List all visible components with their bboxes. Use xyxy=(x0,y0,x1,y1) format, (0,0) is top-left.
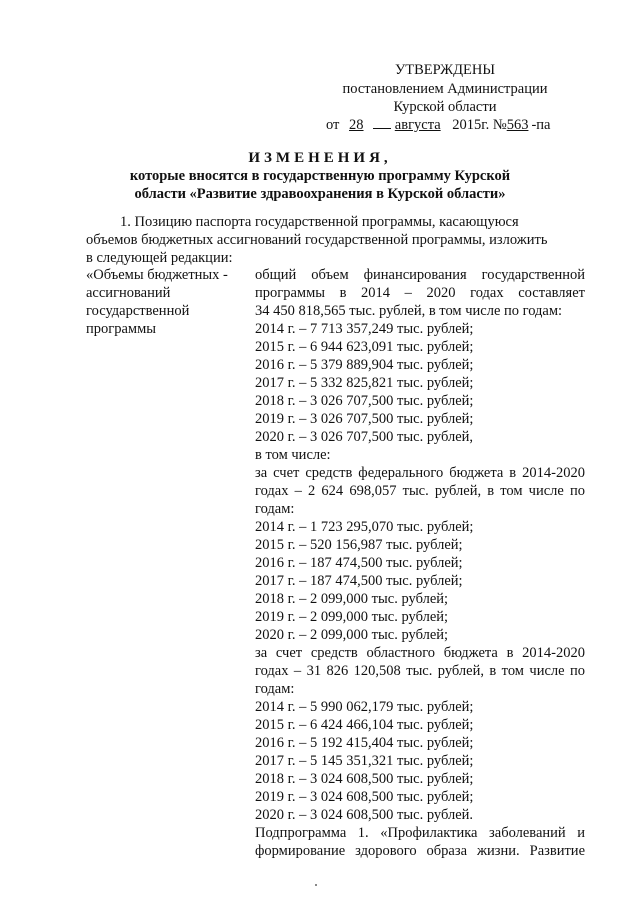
left-col-text-1: «Объемы бюджетных - xyxy=(86,267,228,283)
right-col-line: 2017 г. – 5 332 825,821 тыс. рублей; xyxy=(255,375,474,391)
approval-line-1: постановлением Администрации xyxy=(342,81,548,97)
intro-line-2: объемов бюджетных ассигнований государственной программы, изложить xyxy=(86,232,548,248)
right-col-line: общий объем финансирования государственной xyxy=(255,267,585,283)
right-col-line: 2016 г. – 5 192 415,404 тыс. рублей; xyxy=(255,735,474,751)
doc-subtitle-1: которые вносятся в государственную программу Курской xyxy=(129,168,511,184)
right-col-line: 2019 г. – 3 026 707,500 тыс. рублей; xyxy=(255,411,474,427)
right-col-line: 2014 г. – 1 723 295,070 тыс. рублей; xyxy=(255,519,474,535)
right-col-line: Подпрограмма 1. «Профилактика заболеваний и xyxy=(255,825,585,841)
left-col-line-1 xyxy=(86,267,246,284)
date-year: 2015г. № xyxy=(452,117,507,133)
right-col-line: 2016 г. – 5 379 889,904 тыс. рублей; xyxy=(255,357,474,373)
right-col-line: 34 450 818,565 тыс. рублей, в том числе по годам: xyxy=(255,303,563,319)
approval-line-2: Курской области xyxy=(393,99,497,115)
right-col-line: 2015 г. – 6 424 466,104 тыс. рублей; xyxy=(255,717,474,733)
right-col-line: в том числе: xyxy=(255,447,331,463)
right-col-line: программы в 2014 – 2020 годах составляет xyxy=(255,285,585,301)
decree-number: 563 xyxy=(506,117,529,133)
left-col-line-3: государственной xyxy=(86,303,190,319)
right-col-line: 2017 г. – 187 474,500 тыс. рублей; xyxy=(255,573,463,589)
date-prefix: от xyxy=(326,117,340,133)
doc-subtitle-2: области «Развитие здравоохранения в Курской области» xyxy=(134,186,506,202)
doc-title: ИЗМЕНЕНИЯ, xyxy=(248,150,392,166)
right-col-line: годам: xyxy=(255,681,295,697)
left-col-line-2: ассигнований xyxy=(86,285,171,301)
right-col-line: 2020 г. – 2 099,000 тыс. рублей; xyxy=(255,627,449,643)
right-col-line: за счет средств областного бюджета в 2014-2020 xyxy=(255,645,585,661)
right-col-line: 2016 г. – 187 474,500 тыс. рублей; xyxy=(255,555,463,571)
intro-line-3: в следующей редакции: xyxy=(86,250,233,266)
intro-line-1: 1. Позицию паспорта государственной программы, касающуюся xyxy=(120,214,519,230)
right-col-line: 2020 г. – 3 024 608,500 тыс. рублей. xyxy=(255,807,474,823)
right-col-line: за счет средств федерального бюджета в 2014-2020 xyxy=(255,465,585,481)
approval-date-line xyxy=(326,117,550,134)
date-underline-gap xyxy=(373,128,391,129)
right-col-line: 2019 г. – 3 024 608,500 тыс. рублей; xyxy=(255,789,474,805)
date-month: августа xyxy=(394,117,441,133)
right-col-line: годах – 31 826 120,508 тыс. рублей, в том числе по xyxy=(255,663,585,679)
right-col-line: 2018 г. – 3 024 608,500 тыс. рублей; xyxy=(255,771,474,787)
right-col-line: годам: xyxy=(255,501,295,517)
date-day: 28 xyxy=(349,117,364,133)
right-col-line: 2014 г. – 7 713 357,249 тыс. рублей; xyxy=(255,321,474,337)
right-col-line: годах – 2 624 698,057 тыс. рублей, в том числе по xyxy=(255,483,585,499)
right-col-line: 2018 г. – 3 026 707,500 тыс. рублей; xyxy=(255,393,474,409)
scan-speck xyxy=(315,884,317,886)
right-col-line: формирование здорового образа жизни. Развитие xyxy=(255,843,585,859)
right-col-line: 2018 г. – 2 099,000 тыс. рублей; xyxy=(255,591,449,607)
right-col-line: 2015 г. – 6 944 623,091 тыс. рублей; xyxy=(255,339,474,355)
decree-suffix: -па xyxy=(531,117,551,133)
right-col-line: 2015 г. – 520 156,987 тыс. рублей; xyxy=(255,537,463,553)
right-col-line: 2014 г. – 5 990 062,179 тыс. рублей; xyxy=(255,699,474,715)
right-col-line: 2019 г. – 2 099,000 тыс. рублей; xyxy=(255,609,449,625)
right-col-line: 2017 г. – 5 145 351,321 тыс. рублей; xyxy=(255,753,474,769)
left-col-line-4: программы xyxy=(86,321,156,337)
approval-heading: УТВЕРЖДЕНЫ xyxy=(394,62,496,78)
right-col-line: 2020 г. – 3 026 707,500 тыс. рублей, xyxy=(255,429,474,445)
